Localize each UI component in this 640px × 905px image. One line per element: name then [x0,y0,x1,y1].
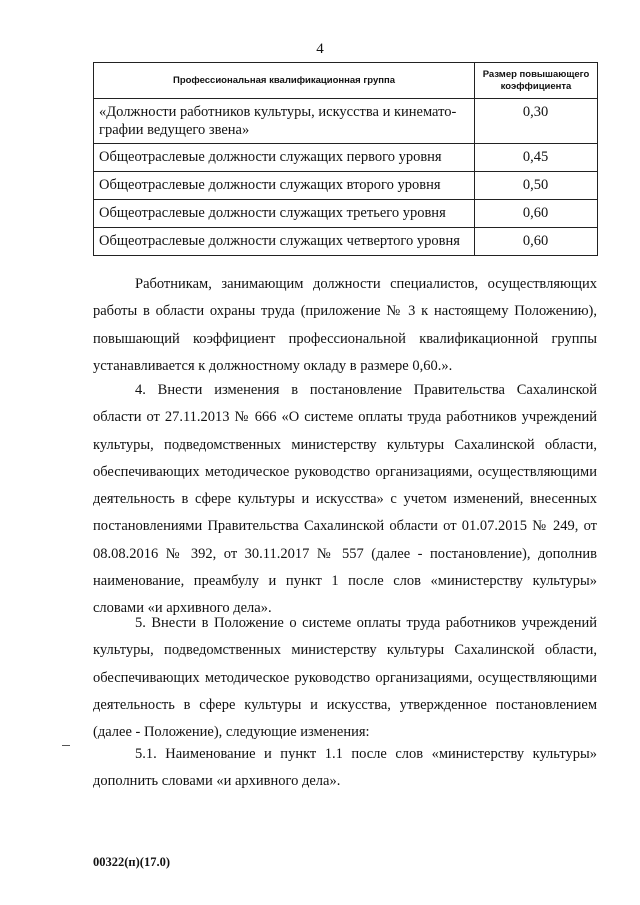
table-header-row [94,63,598,99]
group-cell: «Должности работников культуры, искусства и кинемато-графии ведущего звена» [94,99,475,144]
coefficient-cell: 0,50 [475,172,598,200]
header-qualification-group: Профессиональная квалификационная группа [94,63,475,99]
paragraph-item-5: 5. Внести в Положение о системе оплаты труда работников учреждений культуры, подведомственных министерству культуры Сахалинской области, обеспечивающих методическое руководство организациями, осуществляющими деятельность в сфере культуры и искусства, утвержденное постановлением (далее - Положение), следующие изменения: [93,615,597,741]
document-code: 00322(п)(17.0) [93,855,170,869]
group-cell: Общеотраслевые должности служащих первого уровня [94,144,475,172]
coefficient-table [93,62,598,256]
coefficient-cell: 0,45 [475,144,598,172]
coefficient-cell: 0,60 [475,228,598,256]
paragraph-labor-safety: Работникам, занимающим должности специалистов, осуществляющих работы в области охраны труда (приложение № 3 к настоящему Положению), повышающий коэффициент профессиональной квалификационной группы устанавливается к должностному окладу в размере 0,60.». [93,276,597,374]
table-row [94,144,598,172]
table-row [94,228,598,256]
group-cell: Общеотраслевые должности служащих четвертого уровня [94,228,475,256]
coefficient-cell: 0,30 [475,99,598,144]
margin-mark [62,745,70,746]
page-number: 4 [316,41,324,57]
header-coefficient-size: Размер повышающего коэффициента [475,63,598,99]
paragraph-item-4: 4. Внести изменения в постановление Правительства Сахалинской области от 27.11.2013 № 666 «О системе оплаты труда работников учреждений культуры, подведомственных министерству культуры Сахалинской области, обеспечивающих методическое руководство организациями, осуществляющими деятельность в сфере культуры и искусства» с учетом изменений, внесенных постановлениями Правительства Сахалинской области от 01.07.2015 № 249, от 08.08.2016 № 392, от 30.11.2017 № 557 (далее - постановление), дополнив наименование, преамбулу и пункт 1 после слов «министерству культуры» словами «и архивного дела». [93,382,597,617]
group-cell: Общеотраслевые должности служащих второго уровня [94,172,475,200]
table-row [94,200,598,228]
table-row [94,172,598,200]
table-row [94,99,598,144]
paragraph-item-5-1: 5.1. Наименование и пункт 1.1 после слов «министерству культуры» дополнить словами «и архивного дела». [93,746,597,790]
group-cell: Общеотраслевые должности служащих третьего уровня [94,200,475,228]
coefficient-cell: 0,60 [475,200,598,228]
